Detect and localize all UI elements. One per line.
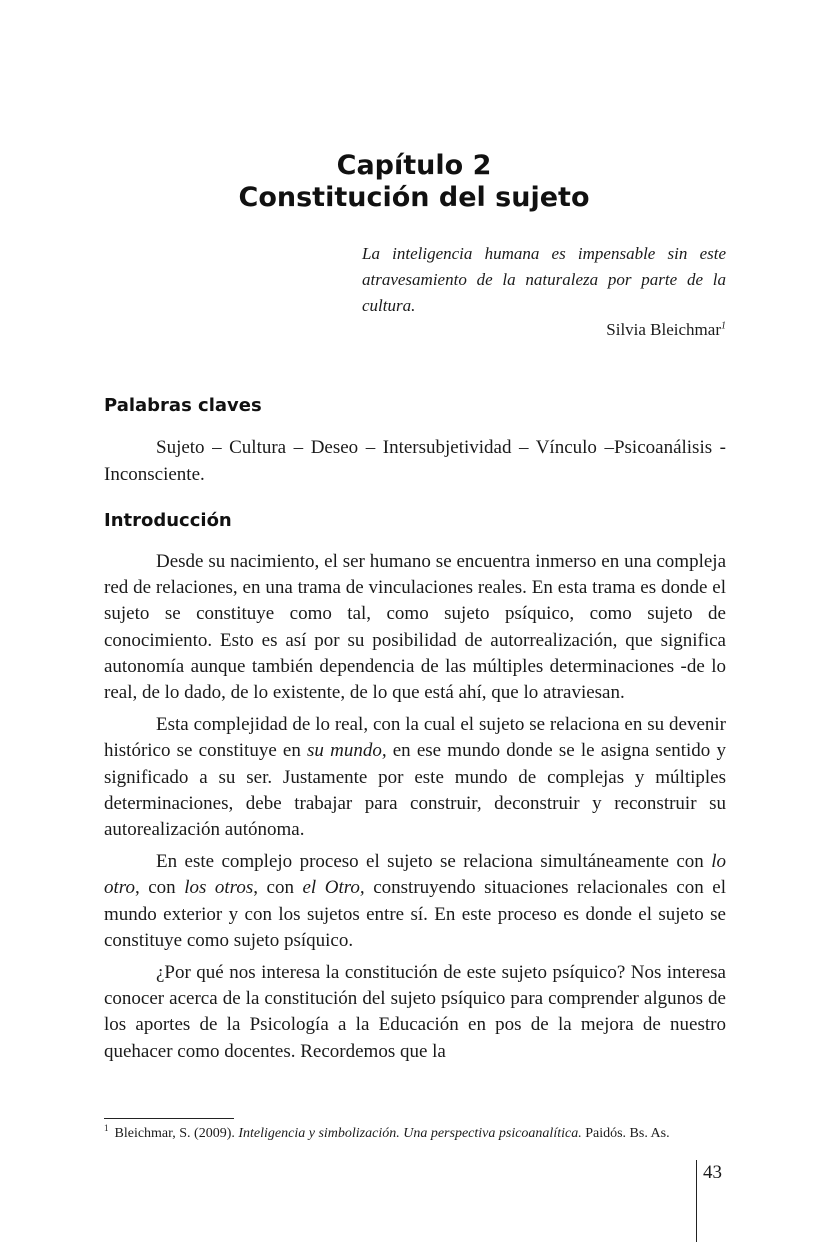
keywords-text: Sujeto – Cultura – Deseo – Intersubjetividad – Vínculo –Psicoanálisis - Inconsciente. (104, 437, 726, 485)
chapter-title: Constitución del sujeto (238, 182, 590, 213)
page-number: 43 (703, 1162, 722, 1183)
epigraph-quote: La inteligencia humana es impensable sin este atravesamiento de la naturaleza por parte de la cultura. (362, 244, 726, 315)
footnote-text-a: Bleichmar, S. (2009). (114, 1126, 239, 1141)
footnote-marker: 1 (104, 1123, 109, 1134)
paragraph-2-emphasis: su mundo, (307, 740, 387, 762)
footnote-divider (104, 1118, 234, 1119)
page-number-rule (696, 1160, 697, 1242)
paragraph-3-text-d: construyendo situaciones relacionales con el mundo exterior y con los sujetos entre sí. En este proceso es donde el sujeto se constituye como sujeto psíquico. (104, 877, 726, 951)
paragraph-3 (104, 849, 726, 954)
paragraph-3-emphasis-c: el Otro, (302, 877, 365, 899)
paragraph-2-text-a: Esta complejidad de lo real, con la cual el sujeto se relaciona en su devenir histórico se constituye en (104, 714, 726, 762)
epigraph-author-name: Silvia Bleichmar (606, 320, 721, 339)
epigraph-author (362, 317, 726, 343)
paragraph-1: Desde su nacimiento, el ser humano se encuentra inmerso en una compleja red de relaciones, en una trama de vinculaciones reales. En esta trama es donde el sujeto se constituye como tal, como sujeto psíquico, como sujeto de conocimiento. Esto es así por su posibilidad de autorrealización, que significa autonomía aunque también dependencia de las múltiples determinaciones -de lo real, de lo dado, de lo existente, de lo que está ahí, que lo atraviesan. (104, 551, 726, 704)
paragraph-3-emphasis-a: lo otro (104, 851, 726, 899)
keywords-heading: Palabras claves (104, 395, 262, 416)
paragraph-3-text-a: En este complejo proceso el sujeto se relaciona simultáneamente con (156, 851, 712, 873)
paragraph-3-text-b: , con (134, 877, 185, 899)
chapter-heading (0, 150, 828, 214)
footnote-text-b: Paidós. Bs. As. (581, 1126, 670, 1141)
paragraph-3-text-c: , con (253, 877, 303, 899)
paragraph-4: ¿Por qué nos interesa la constitución de este sujeto psíquico? Nos interesa conocer acerca de la constitución del sujeto psíquico para comprender algunos de los aportes de la Psicología a la Educación en pos de la mejora de nuestro quehacer como docentes. Recordemos que la (104, 962, 726, 1062)
footnote-book-title: Inteligencia y simbolización. Una perspectiva psicoanalítica. (238, 1126, 582, 1141)
introduction-body (104, 549, 726, 1071)
paragraph-2 (104, 712, 726, 843)
introduction-heading: Introducción (104, 510, 232, 531)
footnote-reference: 1 (721, 320, 726, 332)
chapter-number: Capítulo 2 (336, 150, 492, 181)
paragraph-2-text-b: en ese mundo donde se le asigna sentido y significado a su ser. Justamente por este mundo de complejas y múltiples determinaciones, debe trabajar para construir, deconstruir y reconstruir su autorealización autónoma. (104, 740, 726, 841)
paragraph-3-emphasis-b: los otros (184, 877, 254, 899)
footnote (104, 1124, 744, 1144)
